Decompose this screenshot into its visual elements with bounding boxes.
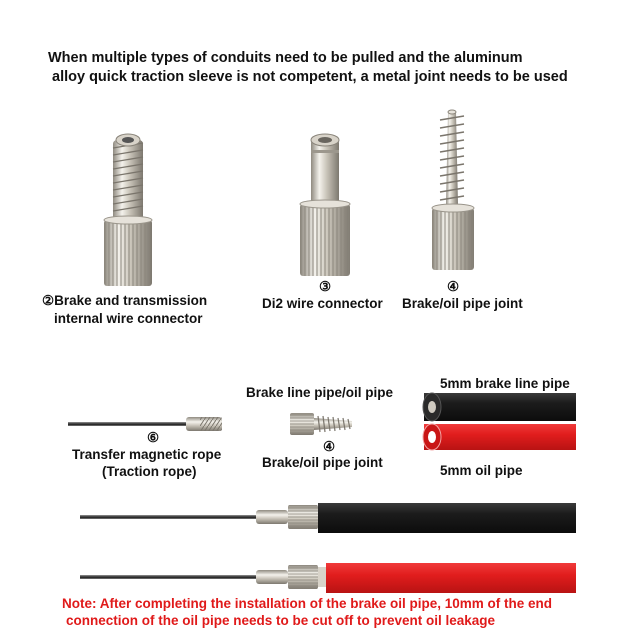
middle-joint-number: ④ xyxy=(322,439,336,454)
di2-connector-image xyxy=(300,134,350,276)
black-pipe-label: 5mm brake line pipe xyxy=(440,376,570,391)
red-pipe-label: 5mm oil pipe xyxy=(440,463,523,478)
part-3-label: Di2 wire connector xyxy=(262,296,383,311)
pipe-title-label: Brake line pipe/oil pipe xyxy=(246,385,394,400)
middle-joint-label: Brake/oil pipe joint xyxy=(262,455,383,470)
note-line-1: Note: After completing the installation of the brake oil pipe, 10mm of the end xyxy=(62,596,553,611)
header-line-1: When multiple types of conduits need to be pulled and the aluminum xyxy=(48,50,523,66)
rope-number: ⑥ xyxy=(146,430,160,445)
black-brake-pipe-image xyxy=(423,393,576,421)
header-line-2: alloy quick traction sleeve is not competent, a metal joint needs to be used xyxy=(52,69,568,85)
part-2-label-line-2: internal wire connector xyxy=(54,311,203,326)
part-2-label-line-1: ②Brake and transmission xyxy=(42,293,208,308)
note-line-2: connection of the oil pipe needs to be cut off to prevent oil leakage xyxy=(66,613,496,628)
red-oil-pipe-image xyxy=(423,424,576,450)
rope-label-line-2: (Traction rope) xyxy=(102,464,197,479)
brake-oil-pipe-joint-image xyxy=(432,110,474,270)
brake-transmission-connector-image xyxy=(104,134,152,286)
small-pipe-joint-image xyxy=(290,413,352,435)
part-4-number: ④ xyxy=(446,279,460,294)
part-4-label: Brake/oil pipe joint xyxy=(402,296,523,311)
rope-label-line-1: Transfer magnetic rope xyxy=(72,447,222,462)
part-3-number: ③ xyxy=(318,279,332,294)
black-pipe-assembly-image xyxy=(80,503,576,533)
red-pipe-assembly-image xyxy=(80,563,576,593)
